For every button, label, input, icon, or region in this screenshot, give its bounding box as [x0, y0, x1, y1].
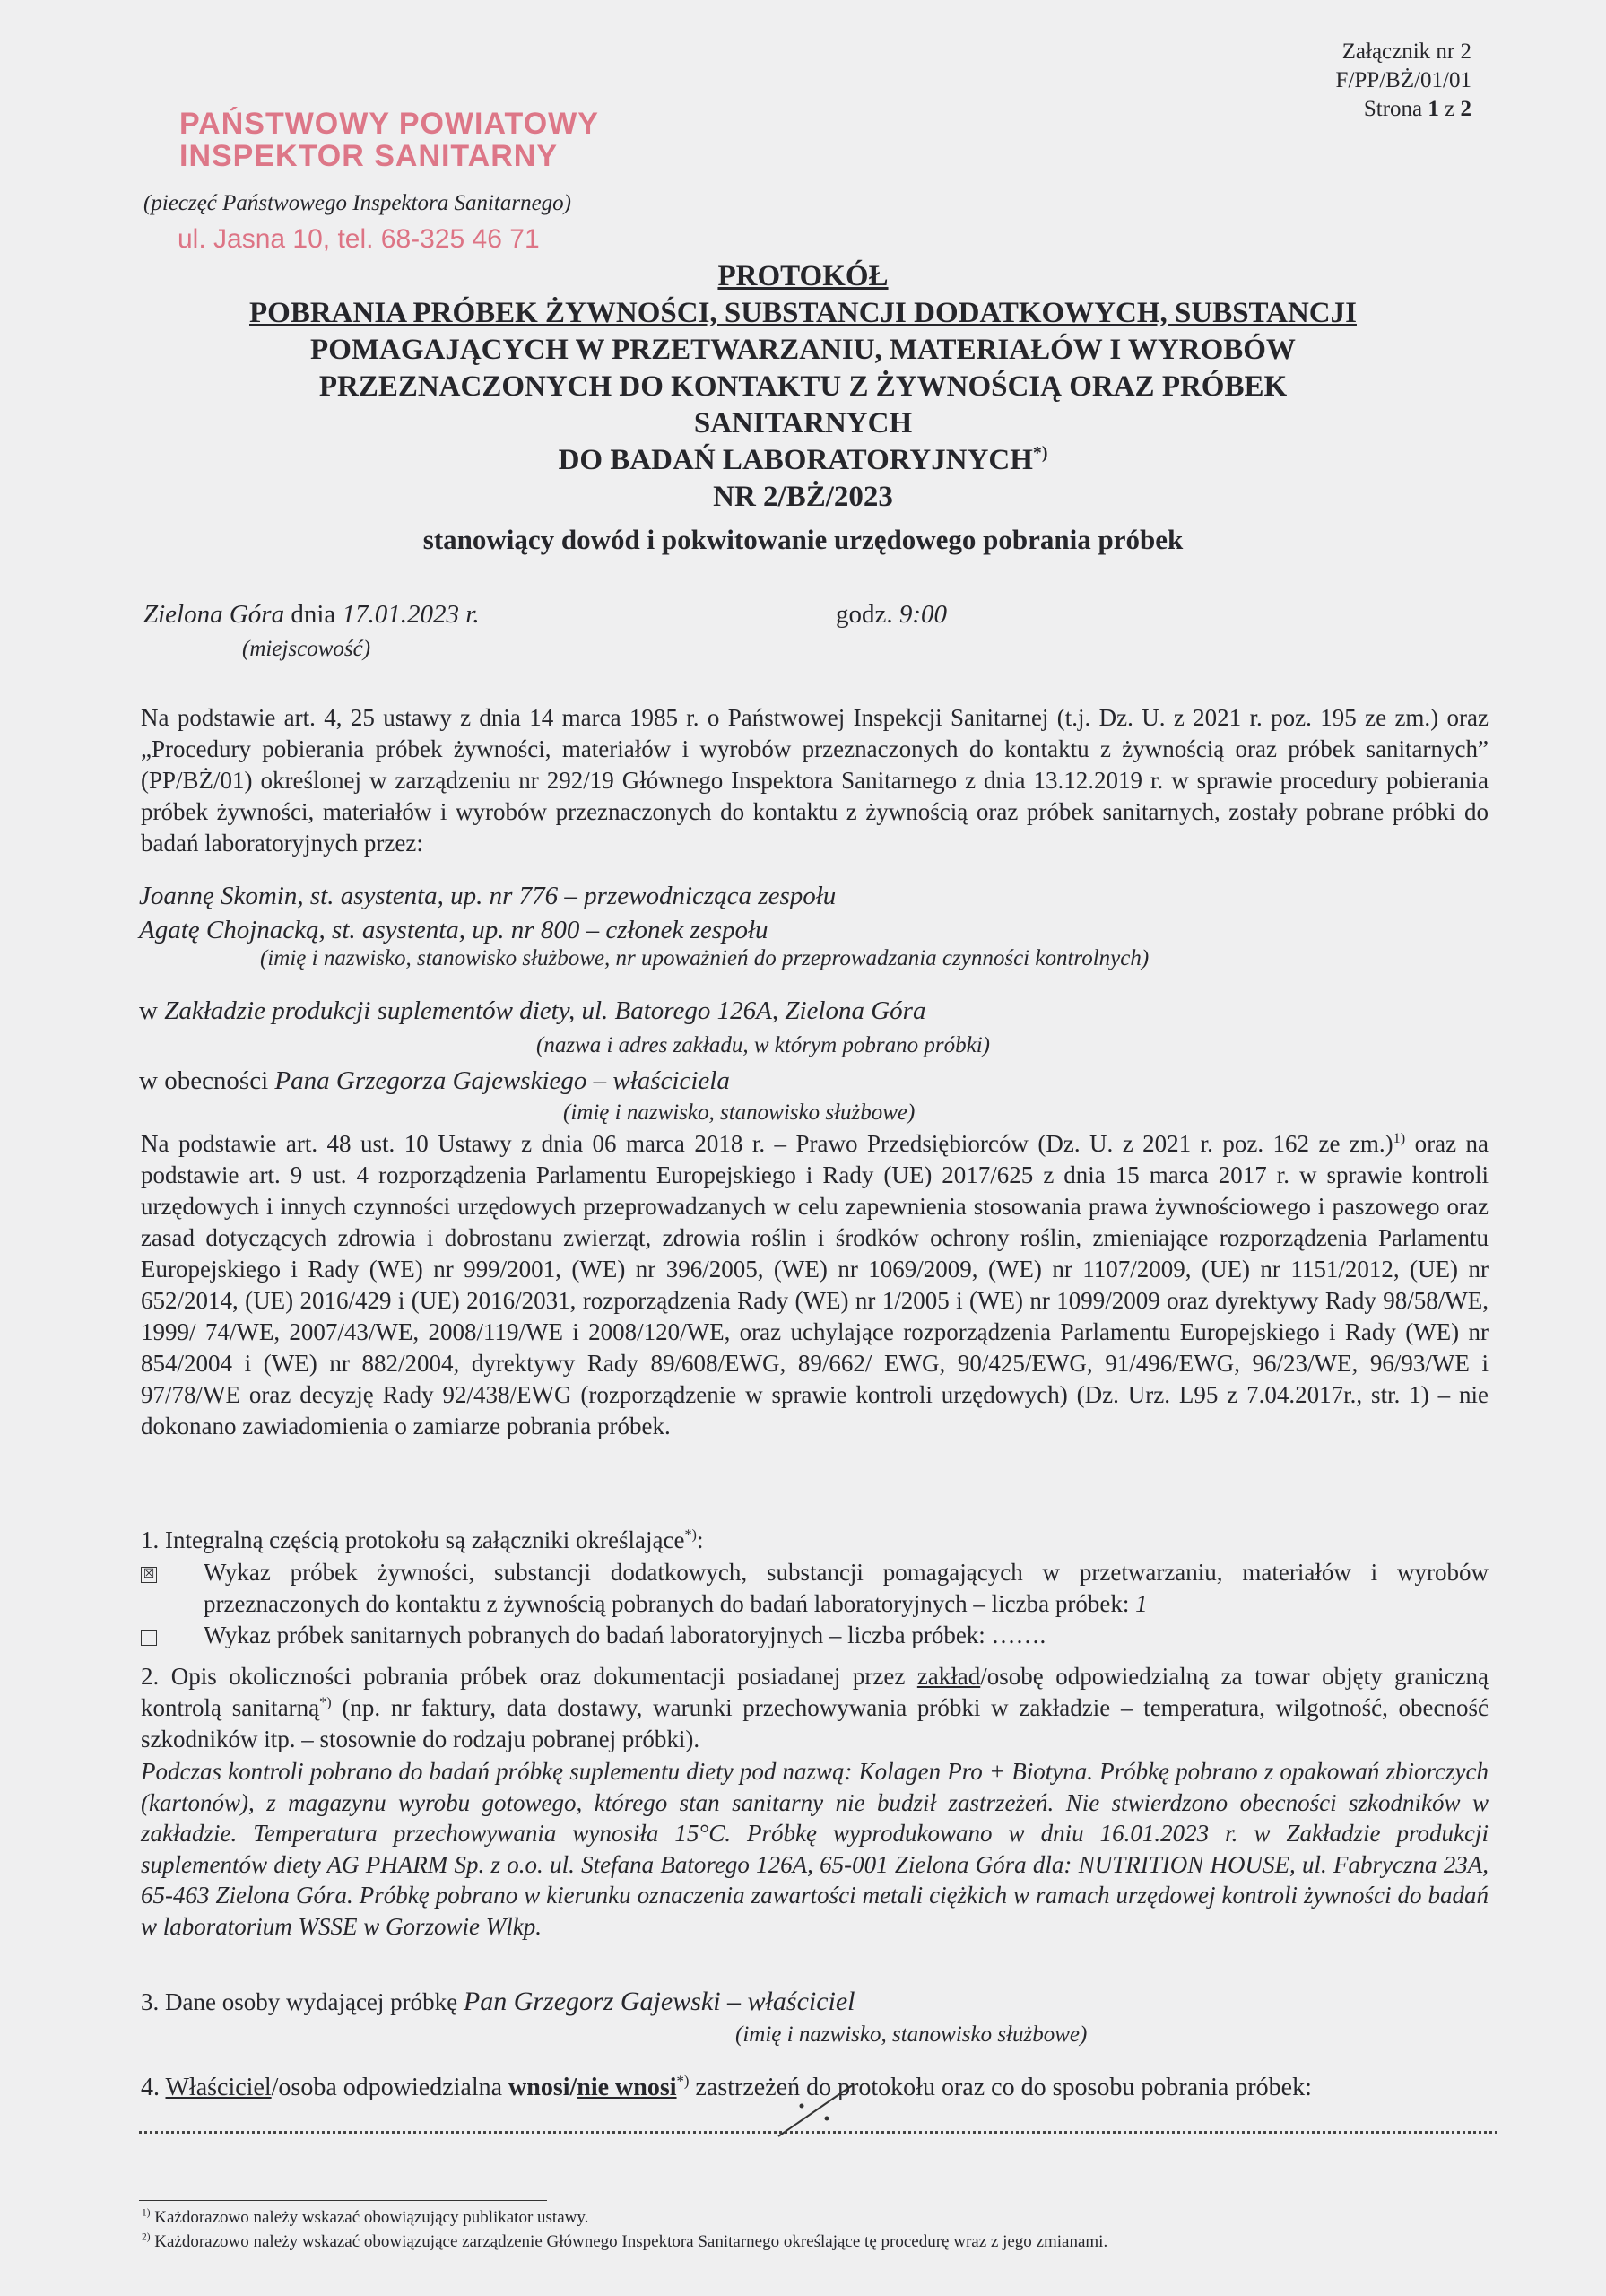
inspectors-block	[139, 879, 836, 947]
item-2-description: Podczas kontroli pobrano do badań próbkę suplementu diety pod nazwą: Kolagen Pro + Biotyna. Próbkę pobrano z opakowań zbiorczych (kartonów), z magazynu wyrobu gotowego, którego stan sanitarny nie budził zastrzeżeń. Nie stwierdzono obecności szkodników w zakładzie. Temperatura przechowywania wynosiła 15°C. Próbkę wyprodukowano w dniu 16.01.2023 r. w Zakładzie produkcji suplementów diety AG PHARM Sp. z o.o. ul. Stefana Batorego 126A, 65-001 Zielona Góra dla: NUTRITION HOUSE, ul. Fabryczna 23A, 65-463 Zielona Góra. Próbkę pobrano w kierunku oznaczenia zawartości metali ciężkich w ramach urzędowej kontroli żywności do badań w laboratorium WSSE w Gorzowie Wlkp.	[141, 1758, 1489, 1940]
title-protokol: PROTOKÓŁ	[717, 260, 889, 292]
title-line-2: POBRANIA PRÓBEK ŻYWNOŚCI, SUBSTANCJI DODATKOWYCH, SUBSTANCJI	[249, 297, 1357, 329]
item-2-heading: 2. Opis okoliczności pobrania próbek oraz dokumentacji posiadanej przez zakład/osobę odpowiedzialną za towar objęty graniczną kontrolą sanitarną*) (np. nr faktury, data dostawy, warunki przechowywania próbki w zakładzie – temperatura, wilgotność, obecność szkodników itp. – stosownie do rodzaju pobranej próbki).	[141, 1663, 1489, 1752]
date-label: dnia	[291, 600, 336, 629]
intro-paragraph: Na podstawie art. 4, 25 ustawy z dnia 14 marca 1985 r. o Państwowej Inspekcji Sanitarnej (t.j. Dz. U. z 2021 r. poz. 195 ze zm.) oraz „Procedury pobierania próbek żywności, materiałów i wyrobów przeznaczonych do kontaktu z żywnością oraz próbek sanitarnych” (PP/BŻ/01) określonej w zarządzeniu nr 292/19 Głównego Inspektora Sanitarnego z dnia 13.12.2019 r. w sprawie procedury pobierania próbek żywności, materiałów i wyrobów przeznaczonych do kontaktu z żywnością oraz próbek sanitarnych, zostały pobrane próbki do badań laboratoryjnych przez:	[141, 704, 1489, 857]
facility-caption: (nazwa i adres zakładu, w którym pobrano próbki)	[536, 1033, 990, 1057]
date-value: 17.01.2023 r.	[342, 600, 480, 629]
inspector-2: Agatę Chojnacką, st. asystenta, up. nr 800 – członek zespołu	[139, 916, 768, 944]
place-date-line	[143, 599, 480, 631]
presence-value: Pana Grzegorza Gajewskiego – właściciela	[274, 1066, 730, 1095]
title-line-4: PRZEZNACZONYCH DO KONTAKTU Z ŻYWNOŚCIĄ ORAZ PRÓBEK	[318, 370, 1288, 403]
place-value: Zielona Góra	[143, 600, 285, 629]
title-line-5: SANITARNYCH	[693, 407, 913, 439]
inspector-stamp	[179, 108, 599, 172]
place-caption: (miejscowość)	[242, 637, 371, 661]
issuer-value: Pan Grzegorz Gajewski – właściciel	[463, 1987, 855, 2016]
item-4-line: 4. Właściciel/osoba odpowiedzialna wnosi/nie wnosi*) zastrzeżeń do protokołu oraz co do sposobu pobrania próbek:	[141, 2072, 1312, 2101]
footnote-2: $^{2)}$ Każdorazowo należy wskazać obowiązujące zarządzenie Głównego Inspektora Sanitarnego określające tę procedurę wraz z jego zmianami.	[142, 2231, 1108, 2251]
legal-paragraph: Na podstawie art. 48 ust. 10 Ustawy z dnia 06 marca 2018 r. – Prawo Przedsiębiorców (Dz. U. z 2021 r. poz. 162 ze zm.)$^{1)}$ oraz na podstawie art. 9 ust. 4 rozporządzenia Parlamentu Europejskiego i Rady (UE) 2017/625 z dnia 15 marca 2017 r. w sprawie kontroli urzędowych i innych czynności urzędowych przeprowadzanych w celu zapewnienia stosowania prawa żywnościowego i paszowego oraz zasad dotyczących zdrowia i dobrostanu zwierząt, zdrowia roślin i środków ochrony roślin, zmieniające rozporządzenia Parlamentu Europejskiego i Rady (WE) nr 999/2001, (WE) nr 396/2005, (WE) nr 1069/2009, (WE) nr 1107/2009, (UE) nr 1151/2012, (UE) nr 652/2014, (UE) 2016/429 i (UE) 2016/2031, rozporządzenia Rady (WE) nr 1/2005 i (WE) nr 1099/2009 oraz dyrektywy Rady 98/58/WE, 1999/ 74/WE, 2007/43/WE, 2008/119/WE i 2008/120/WE, oraz uchylające rozporządzenia Parlamentu Europejskiego i Rady (WE) nr 854/2004 i (WE) nr 882/2004, dyrektywy Rady 89/608/EWG, 89/662/ EWG, 90/425/EWG, 91/496/EWG, 96/23/WE, 96/93/WE i 97/78/WE oraz decyzję Rady 92/438/EWG (rozporządzenie w sprawie kontroli urzędowych) (Dz. Urz. L95 z 7.04.2017r., str. 1) – nie dokonano zawiadomienia o zamiarze pobrania próbek.	[141, 1130, 1489, 1439]
attachment-option-1	[141, 1557, 1489, 1620]
remarks-dotted-line	[139, 2127, 1497, 2134]
attachment-number: Załącznik nr 2	[1341, 39, 1471, 64]
option-2-text: Wykaz próbek sanitarnych pobranych do badań laboratoryjnych – liczba próbek: …….	[204, 1622, 1046, 1648]
footnote-1: $^{1)}$ Każdorazowo należy wskazać obowiązujący publikator ustawy.	[142, 2207, 589, 2227]
attachment-option-2	[141, 1620, 1489, 1651]
stamp-caption: (pieczęć Państwowego Inspektora Sanitarnego)	[143, 191, 571, 215]
stamp-address: ul. Jasna 10, tel. 68-325 46 71	[178, 224, 540, 254]
form-code: F/PP/BŻ/01/01	[1335, 68, 1471, 92]
page-indicator: Strona 1 z 2	[1363, 97, 1471, 121]
item-3-line: 3. Dane osoby wydającej próbkę Pan Grzegorz Gajewski – właściciel	[141, 1987, 855, 2016]
footnote-separator	[139, 2200, 547, 2201]
item-1-heading: 1. Integralną częścią protokołu są załączniki określające*):	[141, 1526, 704, 1553]
inspectors-caption: (imię i nazwisko, stanowisko służbowe, nr upoważnień do przeprowadzania czynności kontrolnych)	[260, 946, 1150, 970]
time-line	[836, 599, 947, 631]
document-reference	[1336, 38, 1471, 124]
time-label: godz.	[836, 600, 893, 629]
title-subtitle: stanowiący dowód i pokwitowanie urzędowego pobrania próbek	[422, 524, 1184, 555]
checkbox-sanitary-samples[interactable]	[141, 1630, 157, 1646]
issuer-caption: (imię i nazwisko, stanowisko służbowe)	[735, 2022, 1088, 2047]
checkbox-food-samples[interactable]: ☒	[141, 1567, 157, 1583]
stamp-line-2: INSPEKTOR SANITARNY	[179, 139, 559, 173]
stamp-line-1: PAŃSTWOWY POWIATOWY	[179, 107, 599, 141]
option-1-text: Wykaz próbek żywności, substancji dodatkowych, substancji pomagających w przetwarzaniu, materiałów i wyrobów przeznaczonych do kontaktu z żywnością pobranych do badań laboratoryjnych – liczba próbek: 1	[204, 1559, 1489, 1617]
facility-value: Zakładzie produkcji suplementów diety, ul. Batorego 126A, Zielona Góra	[164, 996, 926, 1025]
presence-line: w obecności Pana Grzegorza Gajewskiego – właściciela	[139, 1066, 730, 1095]
presence-caption: (imię i nazwisko, stanowisko służbowe)	[563, 1100, 916, 1125]
facility-line: w Zakładzie produkcji suplementów diety, ul. Batorego 126A, Zielona Góra	[139, 996, 926, 1025]
title-line-6: DO BADAŃ LABORATORYJNYCH*)	[558, 443, 1048, 476]
time-value: 9:00	[898, 600, 948, 629]
protocol-title	[135, 258, 1471, 558]
inspector-1: Joannę Skomin, st. asystenta, up. nr 776 – przewodnicząca zespołu	[139, 882, 837, 910]
title-line-3: POMAGAJĄCYCH W PRZETWARZANIU, MATERIAŁÓW I WYROBÓW	[310, 334, 1296, 366]
protocol-number: NR 2/BŻ/2023	[713, 481, 893, 513]
